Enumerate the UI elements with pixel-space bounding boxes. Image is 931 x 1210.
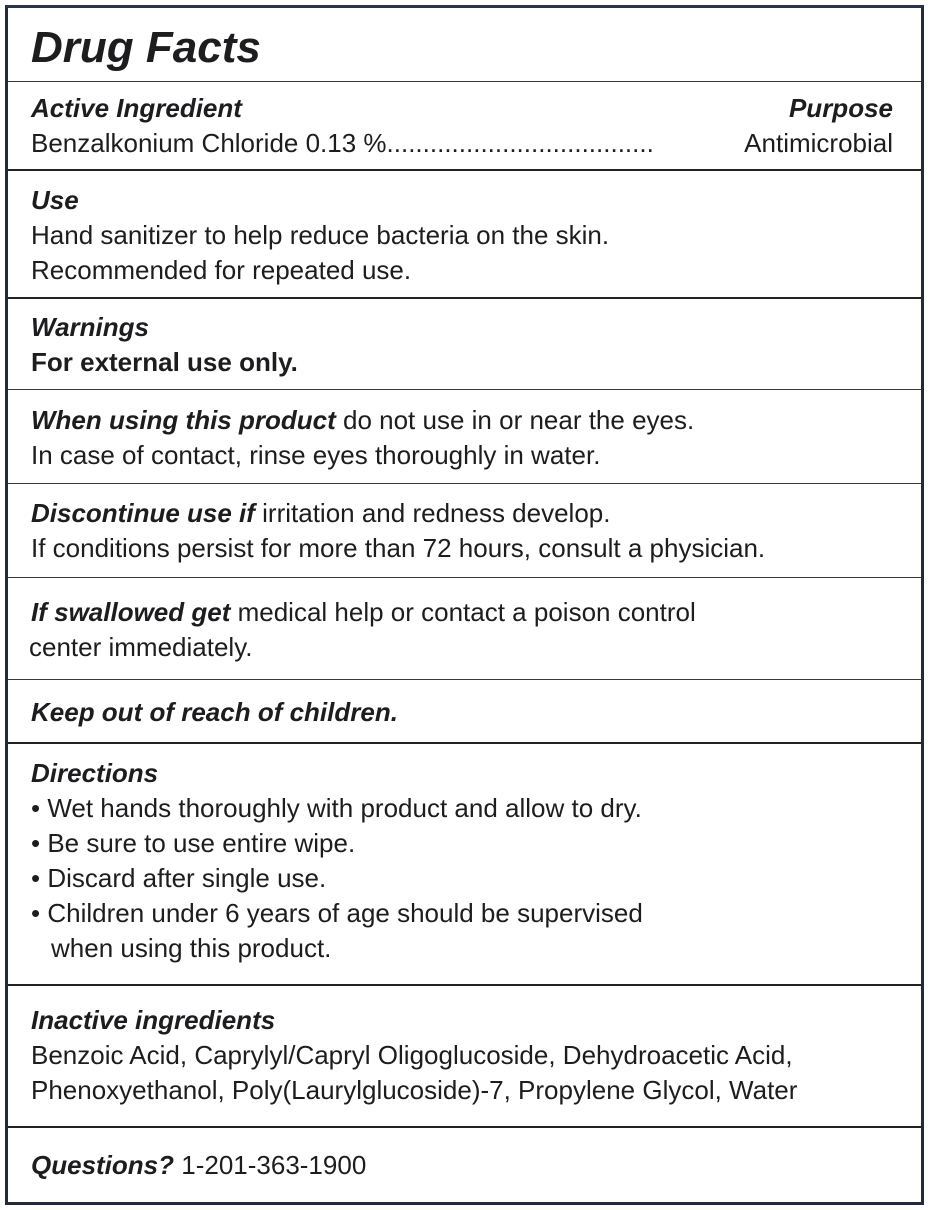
active-ingredient-heading: Active Ingredient xyxy=(31,93,242,123)
drug-facts-panel xyxy=(5,5,924,1205)
directions-item-continuation: when using this product. xyxy=(51,933,332,963)
when-using-section xyxy=(8,403,921,473)
swallowed-lead: If swallowed get xyxy=(31,597,231,627)
inactive-ingredients-heading: Inactive ingredients xyxy=(31,1005,276,1035)
when-using-line xyxy=(31,403,921,438)
divider xyxy=(8,297,921,299)
use-heading: Use xyxy=(31,185,79,215)
inactive-ingredients-line: Benzoic Acid, Caprylyl/Capryl Oligoglucoside, Dehydroacetic Acid, xyxy=(31,1040,793,1070)
active-ingredient-section xyxy=(8,91,921,161)
divider xyxy=(8,389,921,390)
inactive-ingredients-line: Phenoxyethanol, Poly(Laurylglucoside)-7, Propylene Glycol, Water xyxy=(31,1075,798,1105)
swallowed-section xyxy=(8,595,921,665)
directions-heading: Directions xyxy=(31,758,159,788)
questions-section xyxy=(8,1148,921,1183)
questions-lead: Questions? xyxy=(31,1150,175,1180)
active-ingredient-value: Benzalkonium Chloride 0.13 %..................................... xyxy=(31,128,654,158)
directions-item: • Discard after single use. xyxy=(31,863,327,893)
divider xyxy=(8,742,921,744)
purpose-heading: Purpose xyxy=(788,93,893,123)
keep-out-text: Keep out of reach of children. xyxy=(31,697,398,727)
discontinue-rest: irritation and redness develop. xyxy=(254,498,611,528)
keep-out-section xyxy=(8,695,921,730)
discontinue-lead: Discontinue use if xyxy=(31,498,255,528)
directions-item: • Children under 6 years of age should be supervised xyxy=(31,898,643,928)
divider xyxy=(8,679,921,680)
when-using-rest: do not use in or near the eyes. xyxy=(335,405,695,435)
when-using-line2: In case of contact, rinse eyes thoroughly in water. xyxy=(31,440,601,470)
divider xyxy=(8,169,921,171)
warnings-text: For external use only. xyxy=(31,347,298,377)
directions-item: • Be sure to use entire wipe. xyxy=(31,828,356,858)
swallowed-line xyxy=(31,595,921,630)
discontinue-section xyxy=(8,496,921,566)
divider xyxy=(8,483,921,484)
warnings-section xyxy=(8,310,921,380)
divider xyxy=(8,984,921,986)
divider xyxy=(8,1126,921,1128)
divider xyxy=(8,81,921,82)
title-section xyxy=(8,22,921,74)
divider xyxy=(8,577,921,578)
swallowed-rest: medical help or contact a poison control xyxy=(230,597,696,627)
questions-phone: 1-201-363-1900 xyxy=(174,1150,367,1180)
directions-section xyxy=(8,756,921,966)
swallowed-line2: center immediately. xyxy=(29,632,253,662)
use-section xyxy=(8,183,921,288)
purpose-value: Antimicrobial xyxy=(744,128,893,158)
discontinue-line2: If conditions persist for more than 72 hours, consult a physician. xyxy=(31,533,766,563)
directions-item: • Wet hands thoroughly with product and allow to dry. xyxy=(31,793,642,823)
discontinue-line xyxy=(31,496,921,531)
questions-line xyxy=(31,1148,921,1183)
when-using-lead: When using this product xyxy=(31,405,336,435)
warnings-heading: Warnings xyxy=(31,312,149,342)
page-title: Drug Facts xyxy=(31,23,261,72)
use-line: Hand sanitizer to help reduce bacteria on the skin. xyxy=(31,220,610,250)
use-line: Recommended for repeated use. xyxy=(31,255,412,285)
inactive-ingredients-section xyxy=(8,1003,921,1108)
